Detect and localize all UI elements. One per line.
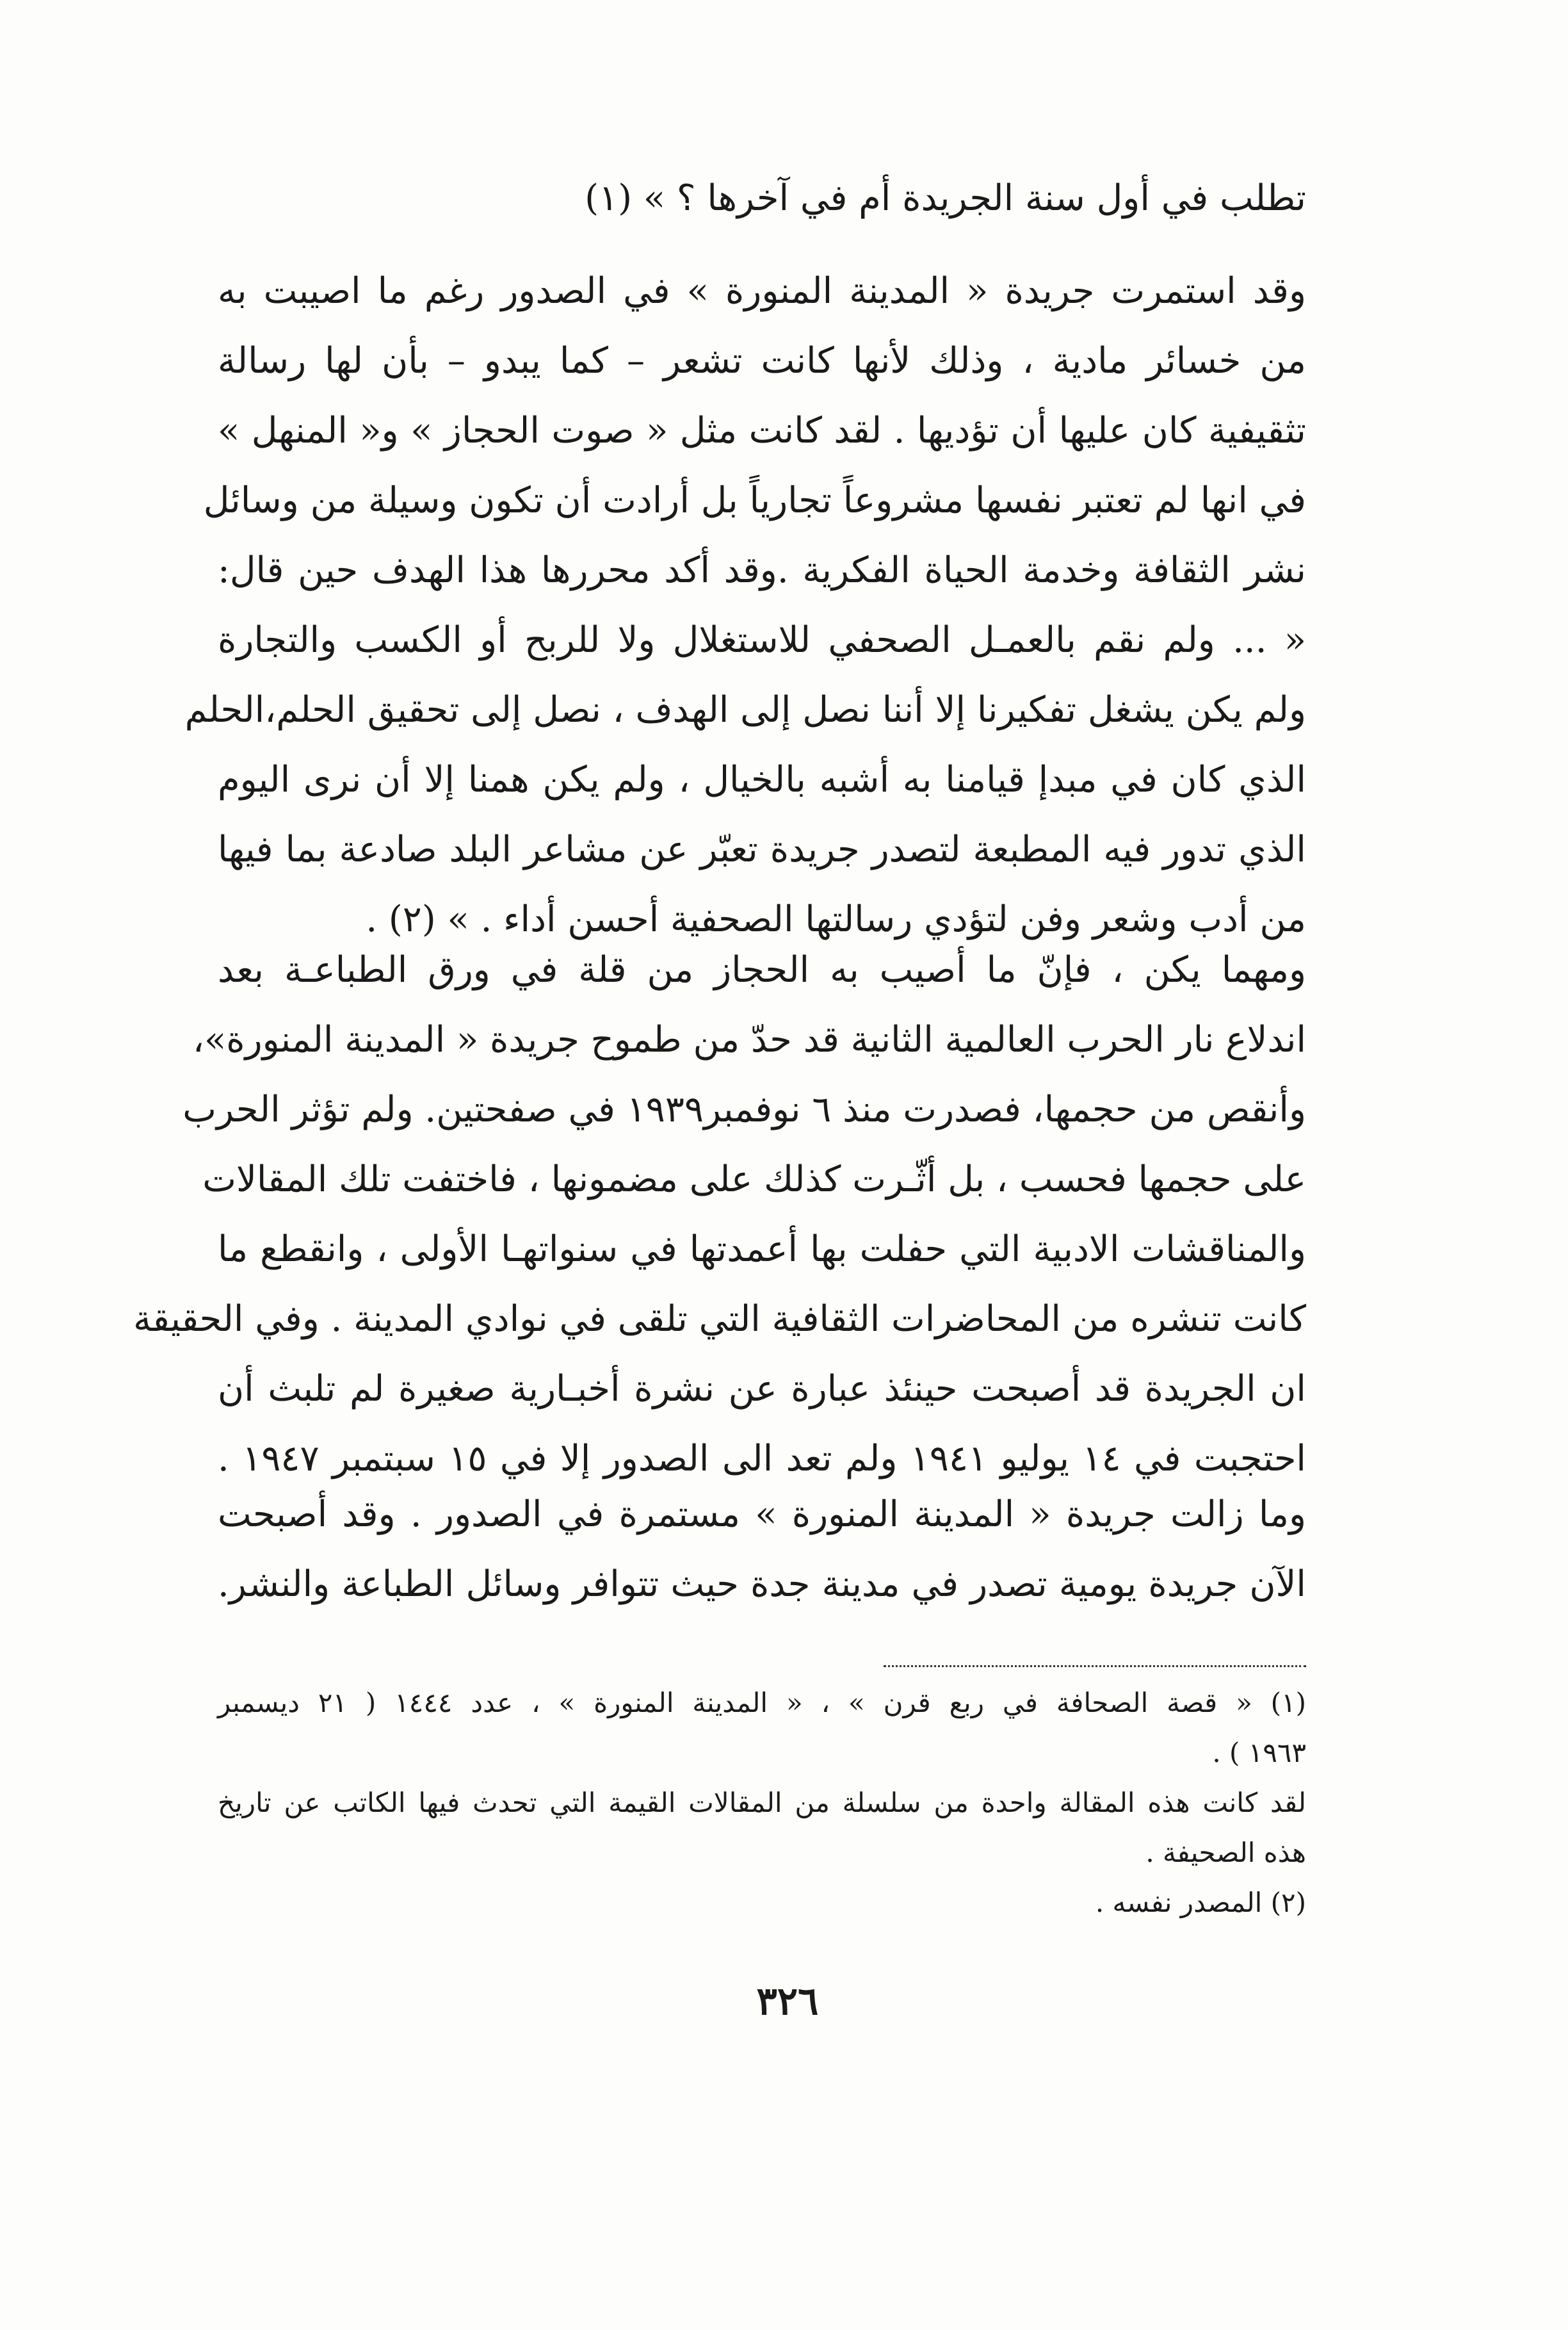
paragraph-2 — [133, 935, 1306, 1494]
text-line: في انها لم تعتبر نفسها مشروعاً تجارياً بل أرادت أن تكون وسيلة من وسائل — [203, 480, 1306, 521]
text-line: تثقيفية كان عليها أن تؤديها . لقد كانت مثل « صوت الحجاز » و« المنهل » — [218, 410, 1306, 452]
footnote-line: ١٩٦٣ ) . — [1212, 1737, 1306, 1768]
footnote-divider — [884, 1665, 1306, 1667]
text-line: نشر الثقافة وخدمة الحياة الفكرية .وقد أكد محررها هذا الهدف حين قال: — [218, 550, 1306, 591]
paragraph-3 — [218, 1479, 1306, 1619]
paragraph-1 — [184, 256, 1306, 954]
page-number: ٣٢٦ — [756, 1979, 819, 2024]
text-line: « ... ولم نقم بالعمـل الصحفي للاستغلال ولا للربح أو الكسب والتجارة — [218, 619, 1306, 661]
text-line: من أدب وشعر وفن لتؤدي رسالتها الصحفية أحسن أداء . » (٢) . — [366, 899, 1306, 940]
text-line: وما زالت جريدة « المدينة المنورة » مستمرة في الصدور . وقد أصبحت — [218, 1494, 1306, 1535]
text-line: والمناقشات الادبية التي حفلت بها أعمدتها في سنواتهـا الأولى ، وانقطع ما — [218, 1228, 1306, 1270]
footnotes — [218, 1678, 1306, 1928]
text-line: ومهما يكن ، فإنّ ما أصيب به الحجاز من قلة في ورق الطباعـة بعد — [218, 949, 1306, 991]
lead-line: تطلب في أول سنة الجريدة أم في آخرها ؟ » (١) — [585, 177, 1306, 219]
text-line: ان الجريدة قد أصبحت حينئذ عبارة عن نشرة أخبـارية صغيرة لم تلبث أن — [218, 1368, 1306, 1410]
footnote-line: (٢) المصدر نفسه . — [1095, 1887, 1306, 1918]
text-line: احتجبت في ١٤ يوليو ١٩٤١ ولم تعد الى الصدور إلا في ١٥ سبتمبر ١٩٤٧ . — [218, 1438, 1306, 1479]
footnote-line: (١) « قصة الصحافة في ربع قرن » ، « المدينة المنورة » ، عدد ١٤٤٤ ( ٢١ ديسمبر — [218, 1687, 1307, 1718]
text-line: كانت تنشره من المحاضرات الثقافية التي تلقى في نوادي المدينة . وفي الحقيقة — [133, 1298, 1306, 1340]
text-line: ولم يكن يشغل تفكيرنا إلا أننا نصل إلى الهدف ، نصل إلى تحقيق الحلم،الحلم — [184, 689, 1306, 731]
text-line: وقد استمرت جريدة « المدينة المنورة » في الصدور رغم ما اصيبت به — [218, 270, 1306, 312]
text-line: الذي كان في مبدإ قيامنا به أشبه بالخيال ، ولم يكن همنا إلا أن نرى اليوم — [218, 759, 1306, 801]
text-line: الآن جريدة يومية تصدر في مدينة جدة حيث تتوافر وسائل الطباعة والنشر. — [218, 1563, 1306, 1605]
footnote-line: لقد كانت هذه المقالة واحدة من سلسلة من المقالات القيمة التي تحدث فيها الكاتب عن تاريخ — [218, 1787, 1306, 1818]
text-line: من خسائر مادية ، وذلك لأنها كانت تشعر – كما يبدو – بأن لها رسالة — [218, 340, 1306, 382]
text-line: الذي تدور فيه المطبعة لتصدر جريدة تعبّر عن مشاعر البلد صادعة بما فيها — [218, 829, 1306, 870]
footnote-line: هذه الصحيفة . — [1145, 1837, 1306, 1868]
text-line: اندلاع نار الحرب العالمية الثانية قد حدّ من طموح جريدة « المدينة المنورة»، — [192, 1019, 1306, 1061]
text-line: وأنقص من حجمها، فصدرت منذ ٦ نوفمبر١٩٣٩ في صفحتين. ولم تؤثر الحرب — [182, 1089, 1306, 1130]
text-line: على حجمها فحسب ، بل أثّـرت كذلك على مضمونها ، فاختفت تلك المقالات — [202, 1159, 1306, 1200]
